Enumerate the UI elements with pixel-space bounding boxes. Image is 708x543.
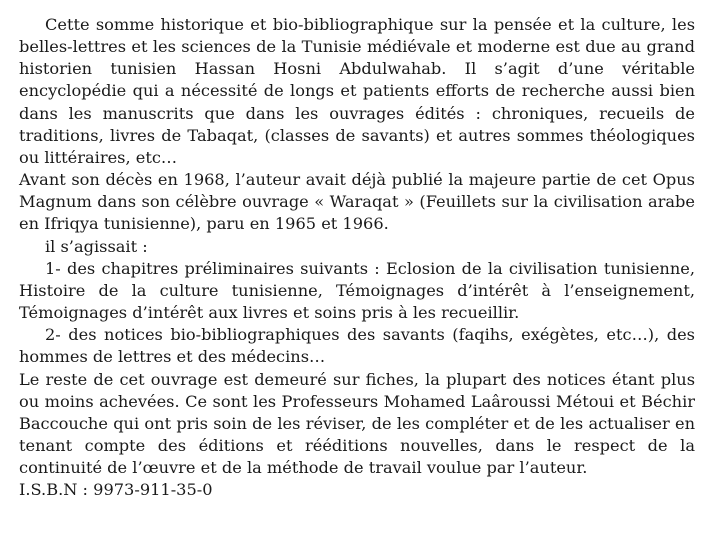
paragraph-item-1: 1- des chapitres préliminaires suivants : Eclosion de la civilisation tunisienne, Histoire de la culture tunisienne, Témoignages d’intérêt à l’enseignement, Témoignages d’intérêt aux livres et soins pris à les recueillir. <box>19 258 695 323</box>
paragraph-publication: Avant son décès en 1968, l’auteur avait déjà publié la majeure partie de cet Opus Magnum dans son célèbre ouvrage « Waraqat » (Feuillets sur la civilisation arabe en Ifriqya tunisienne), paru en 1965 et 1966. <box>19 170 695 234</box>
paragraph-list-intro: il s’agissait : <box>45 236 148 256</box>
document-body <box>19 14 695 501</box>
isbn-line: I.S.B.N : 9973-911-35-0 <box>19 480 213 500</box>
paragraph-remainder: Le reste de cet ouvrage est demeuré sur fiches, la plupart des notices étant plus ou moins achevées. Ce sont les Professeurs Mohamed Laâroussi Métoui et Béchir Baccouche qui ont pris soin de les réviser, de les compléter et de les actualiser en tenant compte des éditions et rééditions nouvelles, dans le respect de la continuité de l’œuvre et de la méthode de travail voulue par l’auteur. <box>19 369 695 478</box>
paragraph-item-2: 2- des notices bio-bibliographiques des savants (faqihs, exégètes, etc…), des hommes de lettres et des médecins… <box>19 325 695 367</box>
paragraph-intro: Cette somme historique et bio-bibliographique sur la pensée et la culture, les belles-lettres et les sciences de la Tunisie médiévale et moderne est due au grand historien tunisien Hassan Hosni Abdulwahab. Il s’agit d’une véritable encyclopédie qui a nécessité de longs et patients efforts de recherche aussi bien dans les manuscrits que dans les ouvrages édités : chroniques, recueils de traditions, livres de Tabaqat, (classes de savants) et autres sommes théologiques ou littéraires, etc… <box>19 15 695 167</box>
